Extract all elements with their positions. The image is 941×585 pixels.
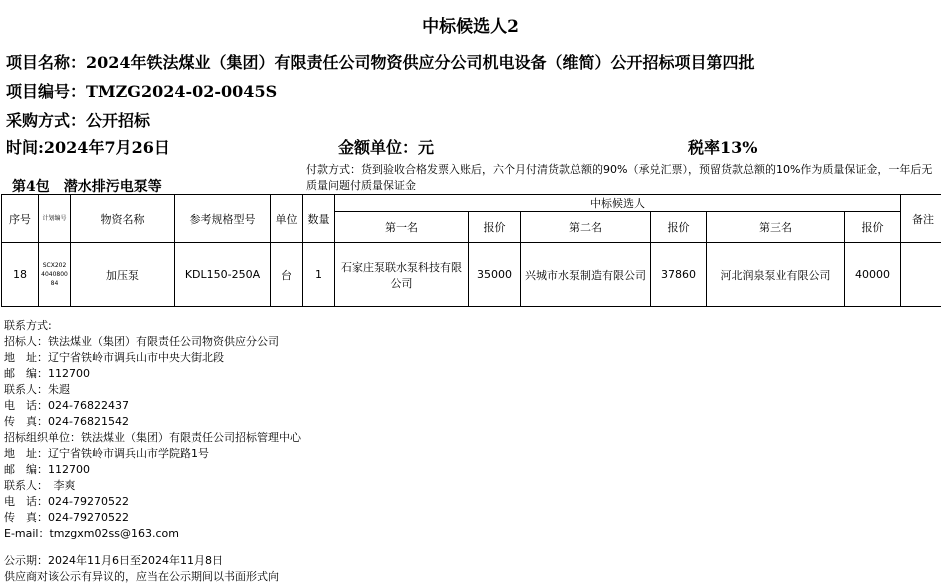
- payment-terms: 付款方式：货到验收合格发票入账后，六个月付清货款总额的90%（承兑汇票），预留货款总额的10%作为质量保证金，一年后无质量问题付质量保证金: [306, 162, 938, 194]
- header-third: 第三名: [707, 212, 845, 243]
- header-price3: 报价: [845, 212, 901, 243]
- contact-line: 联系人： 李爽: [4, 478, 301, 494]
- project-code: 项目编号：TMZG2024-02-0045S: [6, 79, 277, 102]
- contact-line: 联系人：朱遐: [4, 382, 301, 398]
- header-candidates: 中标候选人: [335, 195, 901, 212]
- procurement-method: 采购方式：公开招标: [6, 108, 150, 131]
- header-remark: 备注: [901, 195, 941, 243]
- contact-email: E-mail：tmzgxm02ss@163.com: [4, 526, 301, 542]
- cell-plan-no: SCX202404080084: [39, 243, 71, 307]
- contact-line: 邮 编：112700: [4, 366, 301, 382]
- publish-time: 时间:2024年7月26日: [6, 135, 170, 158]
- cell-remark: [901, 243, 941, 307]
- tax-rate: 税率13%: [688, 135, 757, 158]
- contact-line: 电 话：024-76822437: [4, 398, 301, 414]
- cell-price3: 40000: [845, 243, 901, 307]
- project-name: 项目名称：2024年铁法煤业（集团）有限责任公司物资供应分公司机电设备（维简）公开招标项目第四批: [6, 50, 755, 73]
- cell-price1: 35000: [469, 243, 521, 307]
- objection-notice: 供应商对该公示有异议的，应当在公示期间以书面形式向: [4, 569, 301, 585]
- header-second: 第二名: [521, 212, 651, 243]
- header-spec: 参考规格型号: [175, 195, 271, 243]
- contact-line: 招标组织单位：铁法煤业（集团）有限责任公司招标管理中心: [4, 430, 301, 446]
- cell-seq: 18: [2, 243, 39, 307]
- contact-line: 电 话：024-79270522: [4, 494, 301, 510]
- publicity-period: 公示期：2024年11月6日至2024年11月8日: [4, 553, 301, 569]
- cell-first: 石家庄泵联水泵科技有限公司: [335, 243, 469, 307]
- package-label: 第4包 潜水排污电泵等: [12, 176, 162, 196]
- cell-second: 兴城市水泵制造有限公司: [521, 243, 651, 307]
- cell-spec: KDL150-250A: [175, 243, 271, 307]
- header-unit: 单位: [271, 195, 303, 243]
- cell-material: 加压泵: [71, 243, 175, 307]
- cell-unit: 台: [271, 243, 303, 307]
- contact-line: 传 真：024-76821542: [4, 414, 301, 430]
- contact-line: 联系方式:: [4, 318, 301, 334]
- contact-info: [4, 318, 301, 585]
- contact-line: 地 址：辽宁省铁岭市调兵山市学院路1号: [4, 446, 301, 462]
- header-price1: 报价: [469, 212, 521, 243]
- header-material: 物资名称: [71, 195, 175, 243]
- header-plan-no: 计划编号: [39, 195, 71, 243]
- bid-table: [1, 194, 941, 307]
- contact-line: 招标人：铁法煤业（集团）有限责任公司物资供应分公司: [4, 334, 301, 350]
- cell-qty: 1: [303, 243, 335, 307]
- cell-price2: 37860: [651, 243, 707, 307]
- header-first: 第一名: [335, 212, 469, 243]
- blank-line: [4, 542, 301, 553]
- contact-line: 邮 编：112700: [4, 462, 301, 478]
- header-qty: 数量: [303, 195, 335, 243]
- header-seq: 序号: [2, 195, 39, 243]
- amount-unit: 金额单位：元: [338, 135, 434, 158]
- contact-line: 传 真：024-79270522: [4, 510, 301, 526]
- cell-third: 河北润泉泵业有限公司: [707, 243, 845, 307]
- header-price2: 报价: [651, 212, 707, 243]
- contact-line: 地 址：辽宁省铁岭市调兵山市中央大街北段: [4, 350, 301, 366]
- page-title: 中标候选人2: [0, 12, 941, 37]
- table-row: [2, 243, 941, 307]
